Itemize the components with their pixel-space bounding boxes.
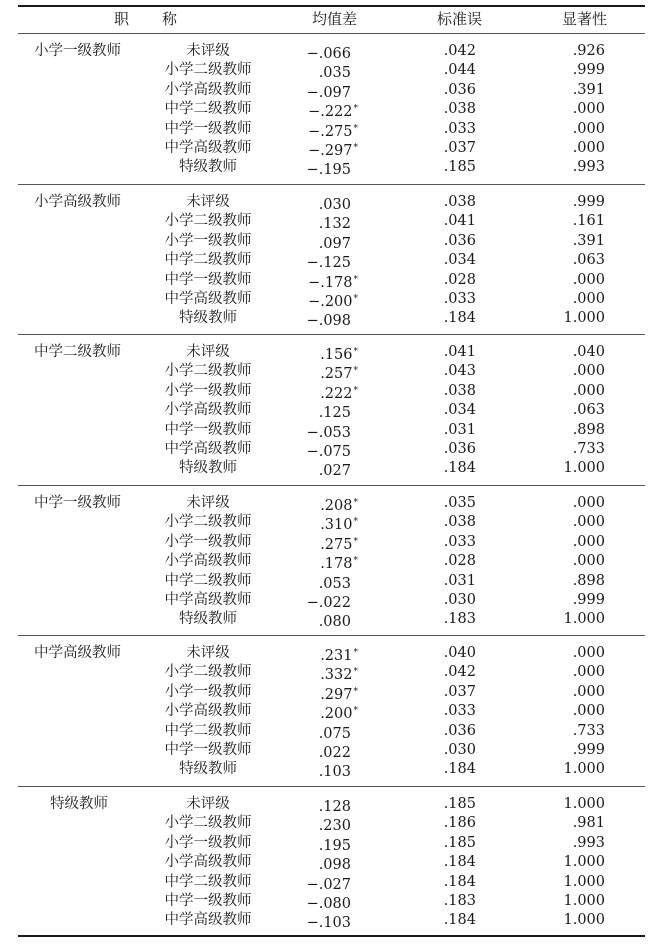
std-err-cell: .038 [443, 101, 476, 118]
compare-label: 中学高级教师 [164, 291, 252, 307]
significance-cell: .063 [572, 402, 605, 419]
significance-cell: .898 [572, 421, 605, 438]
compare-label: 中学二级教师 [164, 873, 252, 890]
mean-diff-value: .156 [320, 347, 353, 363]
significance-cell: .993 [572, 159, 605, 176]
compare-label: 小学一级教师 [164, 834, 252, 851]
mean-diff-value: .027 [318, 463, 351, 480]
mean-diff-value: .128 [318, 799, 351, 815]
compare-label: 小学二级教师 [164, 213, 252, 230]
std-err-cell: .185 [443, 796, 476, 812]
significance-cell: .000 [572, 495, 605, 511]
std-err-cell: .030 [443, 742, 476, 758]
mean-diff-value: −.027 [306, 876, 351, 893]
significance-cell: .999 [572, 62, 605, 79]
compare-label: 中学一级教师 [164, 271, 252, 288]
mean-diff-value: .097 [318, 235, 351, 252]
std-err-cell: .038 [443, 382, 476, 399]
top-rule [18, 5, 645, 7]
significance-cell: .000 [572, 101, 605, 118]
std-err-cell: .184 [443, 854, 476, 871]
mean-diff-value: −.178 [308, 274, 353, 291]
header-std-err: 标准误 [437, 10, 483, 28]
mean-diff-value: .075 [318, 725, 351, 742]
mean-diff-value: −.195 [306, 162, 351, 179]
std-err-cell: .037 [443, 140, 476, 156]
significance-star: * [353, 143, 358, 153]
compare-label: 小学一级教师 [164, 232, 252, 249]
significance-cell: .040 [572, 344, 605, 360]
significance-cell: 1.000 [563, 761, 605, 778]
compare-label: 特级教师 [179, 310, 237, 327]
std-err-cell: .033 [443, 291, 476, 307]
mean-diff-value: −.075 [306, 444, 351, 460]
significance-cell: 1.000 [563, 893, 605, 909]
mean-diff-value: .310 [320, 517, 353, 534]
group-separator [18, 485, 645, 486]
std-err-cell: .036 [443, 232, 476, 249]
mean-diff-value: −.098 [306, 313, 351, 330]
compare-label: 未评级 [186, 194, 230, 210]
significance-cell: 1.000 [563, 310, 605, 327]
compare-label: 中学高级教师 [164, 912, 252, 929]
group-separator [18, 635, 645, 636]
significance-cell: .000 [572, 514, 605, 531]
significance-star: * [353, 648, 358, 658]
compare-label: 未评级 [186, 796, 230, 812]
group-label: 中学一级教师 [34, 495, 121, 511]
significance-star: * [353, 686, 358, 697]
compare-label: 中学高级教师 [164, 592, 252, 608]
significance-cell: .000 [572, 140, 605, 156]
mean-diff-value: .125 [318, 405, 351, 422]
significance-cell: .926 [572, 43, 605, 59]
std-err-cell: .185 [443, 159, 476, 176]
std-err-cell: .186 [443, 815, 476, 832]
compare-label: 中学一级教师 [164, 421, 252, 438]
std-err-cell: .033 [443, 120, 476, 137]
compare-label: 小学二级教师 [164, 363, 252, 380]
mean-diff-value: .231 [320, 648, 353, 664]
header-title-char2: 称 [162, 10, 178, 28]
compare-label: 未评级 [186, 344, 230, 360]
std-err-cell: .034 [443, 252, 476, 269]
compare-label: 中学二级教师 [164, 722, 252, 739]
compare-label: 小学高级教师 [164, 703, 252, 720]
group-separator [18, 334, 645, 335]
significance-star: * [353, 667, 358, 678]
compare-label: 小学二级教师 [164, 62, 252, 79]
mean-diff-value: −.297 [308, 143, 353, 159]
significance-cell: .000 [572, 553, 605, 570]
mean-diff-value: −.066 [306, 46, 351, 62]
mean-diff-value: .230 [318, 818, 351, 835]
compare-label: 小学二级教师 [164, 815, 252, 832]
std-err-cell: .185 [443, 834, 476, 851]
header-rule [18, 33, 645, 34]
std-err-cell: .042 [443, 43, 476, 59]
std-err-cell: .183 [443, 893, 476, 909]
std-err-cell: .036 [443, 722, 476, 739]
header-mean-diff: 均值差 [312, 10, 358, 28]
compare-label: 中学高级教师 [164, 140, 252, 156]
mean-diff-value: .053 [318, 575, 351, 592]
significance-cell: .898 [572, 572, 605, 589]
mean-diff-value: −.103 [306, 915, 351, 932]
mean-diff-value: −.022 [306, 595, 351, 611]
mean-diff-value: .275 [320, 536, 353, 553]
significance-cell: .000 [572, 664, 605, 681]
significance-cell: .000 [572, 291, 605, 307]
mean-diff-value: −.053 [306, 424, 351, 441]
mean-diff-value: .030 [318, 197, 351, 213]
std-err-cell: .040 [443, 645, 476, 661]
mean-diff-value: .200 [320, 706, 353, 723]
significance-cell: .993 [572, 834, 605, 851]
mean-diff-value: −.097 [306, 84, 351, 101]
significance-cell: 1.000 [563, 611, 605, 628]
mean-diff-value: −.275 [308, 123, 353, 140]
compare-label: 小学一级教师 [164, 533, 252, 550]
std-err-cell: .184 [443, 912, 476, 929]
significance-star: * [353, 498, 358, 508]
group-separator [18, 786, 645, 787]
significance-star: * [353, 366, 358, 377]
mean-diff-value: .257 [320, 366, 353, 383]
compare-label: 小学一级教师 [164, 683, 252, 700]
std-err-cell: .036 [443, 441, 476, 457]
significance-cell: .063 [572, 252, 605, 269]
bottom-rule [18, 935, 645, 937]
std-err-cell: .028 [443, 553, 476, 570]
std-err-cell: .184 [443, 761, 476, 778]
mean-diff-value: .022 [318, 745, 351, 761]
std-err-cell: .028 [443, 271, 476, 288]
significance-cell: .000 [572, 683, 605, 700]
compare-label: 特级教师 [179, 460, 237, 477]
group-label: 小学一级教师 [34, 43, 121, 59]
std-err-cell: .031 [443, 421, 476, 438]
significance-cell: 1.000 [563, 912, 605, 929]
mean-diff-value: .332 [320, 667, 353, 684]
std-err-cell: .042 [443, 664, 476, 681]
significance-cell: .161 [572, 213, 605, 230]
std-err-cell: .033 [443, 703, 476, 720]
significance-star: * [353, 274, 358, 285]
compare-label: 中学二级教师 [164, 252, 252, 269]
compare-label: 小学高级教师 [164, 553, 252, 570]
compare-label: 特级教师 [179, 159, 237, 176]
mean-diff-value: .222 [320, 385, 353, 402]
std-err-cell: .038 [443, 194, 476, 210]
group-label: 中学高级教师 [34, 645, 121, 661]
std-err-cell: .035 [443, 495, 476, 511]
significance-cell: 1.000 [563, 873, 605, 890]
mean-diff-value: −.125 [306, 255, 351, 272]
significance-star: * [353, 123, 358, 134]
mean-diff-value: .103 [318, 764, 351, 781]
std-err-cell: .041 [443, 213, 476, 230]
significance-cell: .391 [572, 81, 605, 98]
mean-diff-value: .208 [320, 498, 353, 514]
mean-diff-value: .098 [318, 857, 351, 874]
compare-label: 中学一级教师 [164, 120, 252, 137]
compare-label: 中学二级教师 [164, 572, 252, 589]
significance-cell: 1.000 [563, 796, 605, 812]
significance-cell: .000 [572, 703, 605, 720]
significance-cell: 1.000 [563, 854, 605, 871]
std-err-cell: .030 [443, 592, 476, 608]
significance-cell: .733 [572, 722, 605, 739]
std-err-cell: .033 [443, 533, 476, 550]
mean-diff-value: .080 [318, 614, 351, 631]
group-label: 特级教师 [50, 796, 108, 812]
compare-label: 小学高级教师 [164, 402, 252, 419]
significance-star: * [353, 347, 358, 357]
significance-star: * [353, 706, 358, 717]
mean-diff-value: .195 [318, 837, 351, 854]
mean-diff-value: .297 [320, 686, 353, 703]
std-err-cell: .041 [443, 344, 476, 360]
significance-cell: .733 [572, 441, 605, 457]
significance-cell: .981 [572, 815, 605, 832]
compare-label: 中学高级教师 [164, 441, 252, 457]
std-err-cell: .183 [443, 611, 476, 628]
compare-label: 中学一级教师 [164, 893, 252, 909]
compare-label: 特级教师 [179, 611, 237, 628]
compare-label: 中学一级教师 [164, 742, 252, 758]
header-title-char1: 职 [114, 10, 130, 28]
significance-cell: .000 [572, 271, 605, 288]
compare-label: 未评级 [186, 645, 230, 661]
std-err-cell: .044 [443, 62, 476, 79]
significance-cell: .000 [572, 382, 605, 399]
significance-cell: .999 [572, 742, 605, 758]
std-err-cell: .038 [443, 514, 476, 531]
significance-star: * [353, 104, 358, 115]
compare-label: 小学高级教师 [164, 854, 252, 871]
mean-diff-value: .178 [320, 556, 353, 573]
group-label: 中学二级教师 [34, 344, 121, 360]
significance-star: * [353, 517, 358, 528]
std-err-cell: .043 [443, 363, 476, 380]
significance-cell: 1.000 [563, 460, 605, 477]
mean-diff-value: −.222 [308, 104, 353, 121]
significance-cell: .000 [572, 363, 605, 380]
compare-label: 未评级 [186, 43, 230, 59]
group-separator [18, 184, 645, 185]
group-label: 小学高级教师 [34, 194, 121, 210]
std-err-cell: .034 [443, 402, 476, 419]
compare-label: 小学高级教师 [164, 81, 252, 98]
significance-cell: .000 [572, 120, 605, 137]
std-err-cell: .184 [443, 873, 476, 890]
compare-label: 特级教师 [179, 761, 237, 778]
significance-cell: .000 [572, 645, 605, 661]
significance-cell: .000 [572, 533, 605, 550]
std-err-cell: .031 [443, 572, 476, 589]
compare-label: 中学二级教师 [164, 101, 252, 118]
significance-cell: .999 [572, 194, 605, 210]
significance-star: * [353, 556, 358, 567]
compare-label: 小学二级教师 [164, 664, 252, 681]
mean-diff-value: −.080 [306, 896, 351, 912]
std-err-cell: .184 [443, 310, 476, 327]
significance-cell: .999 [572, 592, 605, 608]
std-err-cell: .037 [443, 683, 476, 700]
significance-star: * [353, 536, 358, 547]
compare-label: 未评级 [186, 495, 230, 511]
significance-cell: .391 [572, 232, 605, 249]
compare-label: 小学一级教师 [164, 382, 252, 399]
std-err-cell: .036 [443, 81, 476, 98]
std-err-cell: .184 [443, 460, 476, 477]
mean-diff-value: .035 [318, 65, 351, 82]
header-significance: 显著性 [562, 10, 608, 28]
compare-label: 小学二级教师 [164, 514, 252, 531]
significance-star: * [353, 385, 358, 396]
significance-star: * [353, 294, 358, 304]
mean-diff-value: −.200 [308, 294, 353, 310]
mean-diff-value: .132 [318, 216, 351, 233]
